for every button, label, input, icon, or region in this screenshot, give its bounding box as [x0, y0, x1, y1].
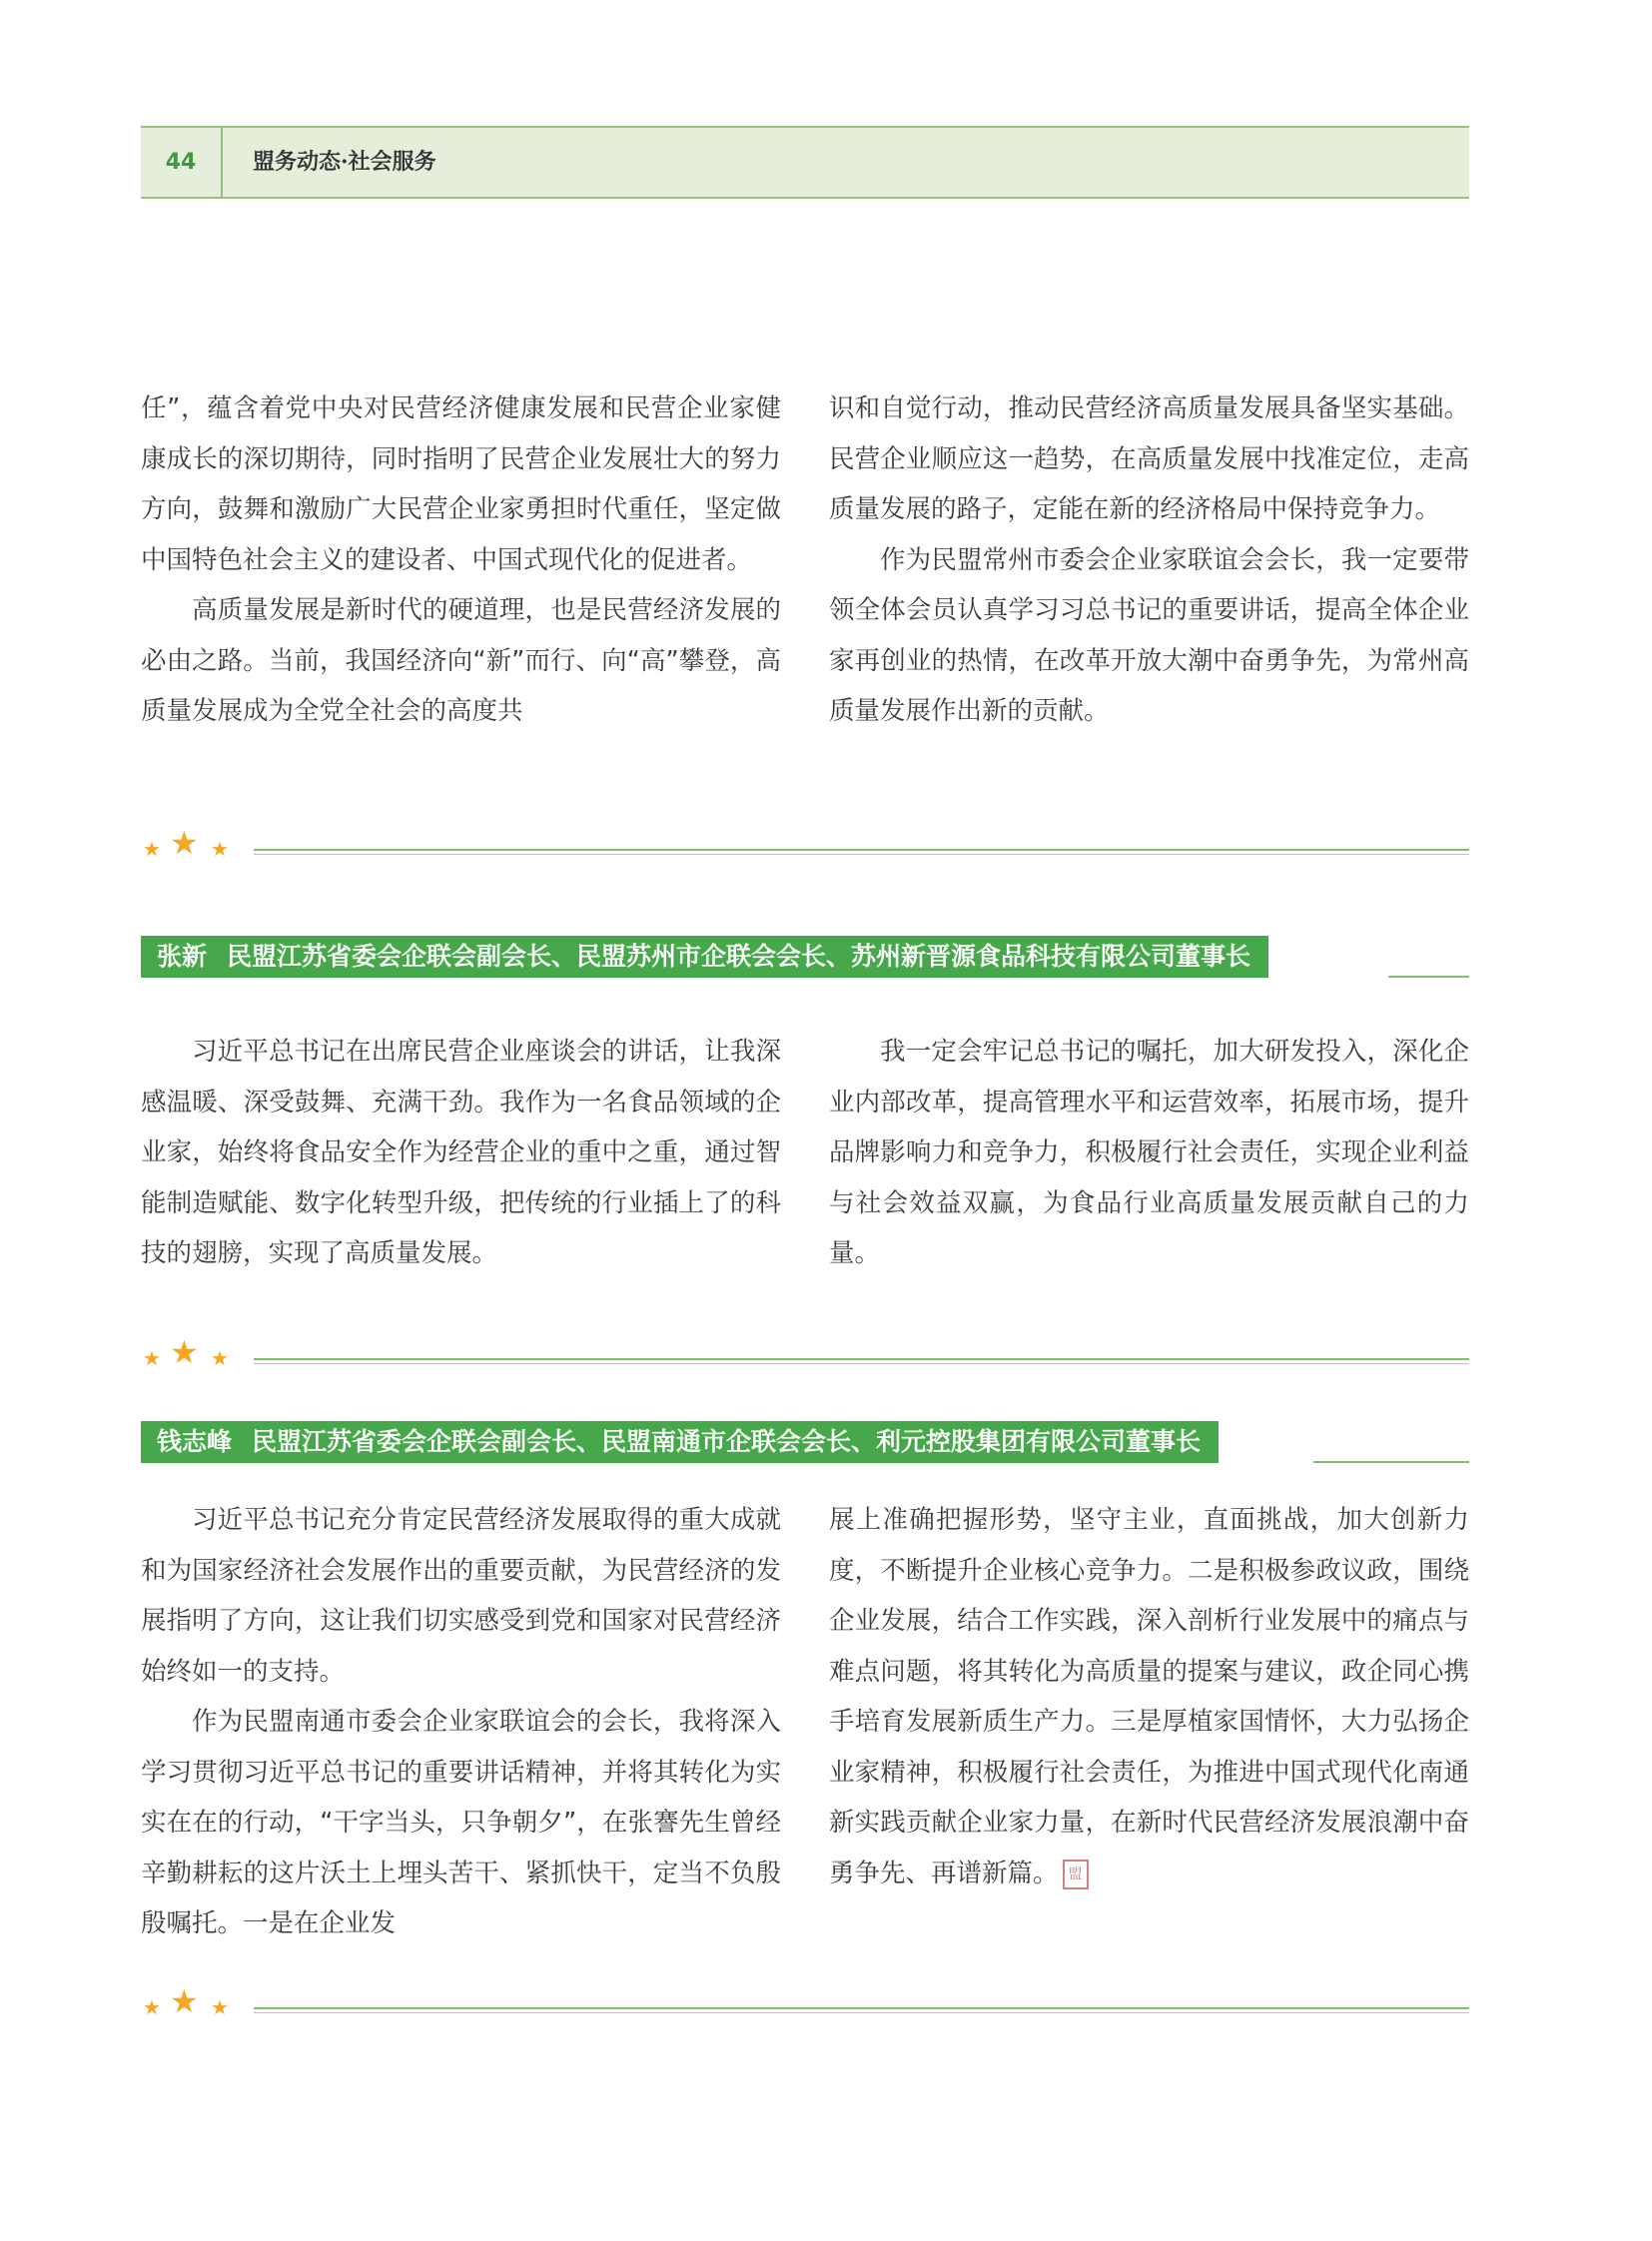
speaker-title: 民盟江苏省委会企联会副会长、民盟南通市企联会会长、利元控股集团有限公司董事长 — [252, 1427, 1202, 1456]
section3-left-column — [141, 1495, 781, 1949]
section1-right-column — [829, 383, 1469, 737]
section3-right-column — [829, 1495, 1469, 1898]
paragraph: 任”，蕴含着党中央对民营经济健康发展和民营企业家健康成长的深切期待，同时指明了民营企业发展壮大的努力方向，鼓舞和激励广大民营企业家勇担时代重任，坚定做中国特色社会主义的建设者、中国式现代化的促进者。 — [141, 393, 781, 575]
divider-line — [254, 2007, 1469, 2009]
paragraph: 习近平总书记充分肯定民营经济发展取得的重大成就和为国家经济社会发展作出的重要贡献，为民营经济的发展指明了方向，这让我们切实感受到党和国家对民营经济始终如一的支持。 — [141, 1505, 781, 1687]
speaker-banner — [141, 936, 1268, 978]
divider-line — [254, 849, 1469, 851]
section2-left-column — [141, 1027, 781, 1279]
page-header — [141, 126, 1469, 199]
stars-divider — [141, 824, 1469, 862]
paragraph: 习近平总书记在出席民营企业座谈会的讲话，让我深感温暖、深受鼓舞、充满干劲。我作为一名食品领域的企业家，始终将食品安全作为经营企业的重中之重，通过智能制造赋能、数字化转型升级，把传统的行业插上了的科技的翅膀，实现了高质量发展。 — [141, 1037, 781, 1268]
speaker-name: 钱志峰 — [157, 1427, 233, 1456]
speaker-name: 张新 — [157, 942, 208, 971]
page-number: 44 — [165, 150, 197, 175]
paragraph: 作为民盟常州市委会企业家联谊会会长，我一定要带领全体会员认真学习习总书记的重要讲话，提高全体企业家再创业的热情，在改革开放大潮中奋勇争先，为常州高质量发展作出新的贡献。 — [829, 544, 1469, 726]
paragraph: 我一定会牢记总书记的嘱托，加大研发投入，深化企业内部改革，提高管理水平和运营效率，拓展市场，提升品牌影响力和竞争力，积极履行社会责任，实现企业利益与社会效益双赢，为食品行业高质量发展贡献自己的力量。 — [829, 1037, 1469, 1268]
paragraph: 作为民盟南通市委会企业家联谊会的会长，我将深入学习贯彻习近平总书记的重要讲话精神，并将其转化为实实在在的行动，“干字当头，只争朝夕”，在张謇先生曾经辛勤耕耘的这片沃土上埋头苦干、紧抓快干，定当不负殷殷嘱托。一是在企业发 — [141, 1707, 781, 1938]
header-separator — [221, 128, 223, 197]
section2-right-column — [829, 1027, 1469, 1279]
star-icon: ★ — [170, 1333, 199, 1371]
star-icon: ★ — [143, 837, 161, 861]
paragraph-text: 展上准确把握形势，坚守主业，直面挑战，加大创新力度，不断提升企业核心竞争力。二是积极参政议政，围绕企业发展，结合工作实践，深入剖析行业发展中的痛点与难点问题，将其转化为高质量的提案与建议，政企同心携手培育发展新质生产力。三是厚植家国情怀，大力弘扬企业家精神，积极履行社会责任，为推进中国式现代化南通新实践贡献企业家力量，在新时代民营经济发展浪潮中奋勇争先、再谱新篇。 — [829, 1505, 1469, 1888]
star-icon: ★ — [211, 1995, 229, 2019]
star-icon: ★ — [143, 1995, 161, 2019]
stars-divider — [141, 1333, 1469, 1371]
paragraph: 识和自觉行动，推动民营经济高质量发展具备坚实基础。民营企业顺应这一趋势，在高质量发展中找准定位，走高质量发展的路子，定能在新的经济格局中保持竞争力。 — [829, 393, 1469, 524]
paragraph: 高质量发展是新时代的硬道理，也是民营经济发展的必由之路。当前，我国经济向“新”而行、向“高”攀登，高质量发展成为全党全社会的高度共 — [141, 595, 781, 726]
star-icon: ★ — [211, 837, 229, 861]
star-icon: ★ — [170, 824, 199, 862]
speaker-banner — [141, 1421, 1219, 1463]
divider-line — [254, 2012, 1469, 2013]
star-icon: ★ — [170, 1982, 199, 2020]
paragraph — [829, 1495, 1469, 1898]
banner-rule — [1313, 1461, 1469, 1463]
speaker-title: 民盟江苏省委会企联会副会长、民盟苏州市企联会会长、苏州新晋源食品科技有限公司董事长 — [227, 942, 1251, 971]
seal-icon: 盟 — [1063, 1860, 1089, 1889]
star-icon: ★ — [211, 1346, 229, 1370]
banner-rule — [1388, 976, 1469, 978]
section1-left-column — [141, 383, 781, 737]
section-title: 盟务动态·社会服务 — [253, 149, 436, 175]
divider-line — [254, 854, 1469, 855]
stars-divider — [141, 1982, 1469, 2020]
divider-line — [254, 1358, 1469, 1360]
star-icon: ★ — [143, 1346, 161, 1370]
divider-line — [254, 1363, 1469, 1364]
